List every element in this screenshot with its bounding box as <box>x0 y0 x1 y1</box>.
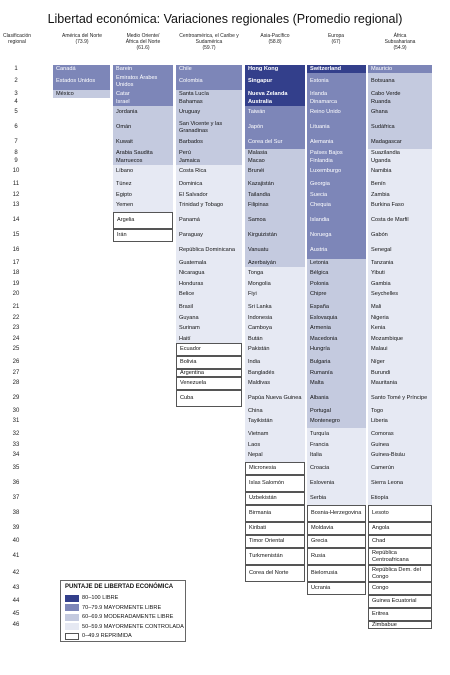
country-cell: Líbano <box>113 165 173 178</box>
country-cell: Ucrania <box>307 582 366 595</box>
country-cell: Sierra Leona <box>368 475 432 492</box>
country-cell: Colombia <box>176 73 242 90</box>
rank-number: 34 <box>12 452 20 458</box>
country-cell: Guinea <box>368 441 432 449</box>
country-cell: Irlanda <box>307 90 366 98</box>
country-cell: Argelia <box>113 212 173 229</box>
country-cell: San Vicente y las Granadinas <box>176 119 242 136</box>
country-cell: Vanuatu <box>245 242 305 259</box>
rank-number: 16 <box>12 247 20 253</box>
legend-swatch <box>65 623 79 630</box>
country-cell: Costa Rica <box>176 165 242 178</box>
rank-number: 40 <box>12 538 20 544</box>
country-cell: Jordania <box>113 106 173 119</box>
country-cell: Congo <box>368 582 432 595</box>
country-cell: Singapur <box>245 73 305 90</box>
rank-number: 22 <box>12 315 20 321</box>
country-cell: Belice <box>176 288 242 301</box>
country-cell: Egipto <box>113 191 173 199</box>
country-cell: Lesoto <box>368 505 432 522</box>
rank-number: 32 <box>12 431 20 437</box>
country-cell: Ghana <box>368 106 432 119</box>
rank-number: 33 <box>12 442 20 448</box>
rank-number: 44 <box>12 598 20 604</box>
country-cell: Polonia <box>307 280 366 288</box>
country-cell: Honduras <box>176 280 242 288</box>
country-cell: Venezuela <box>176 377 242 390</box>
country-cell: Uganda <box>368 157 432 165</box>
country-cell: Botsuana <box>368 73 432 90</box>
country-cell: Bosnia-Herzegovina <box>307 505 366 522</box>
country-cell: Santo Tomé y Príncipe <box>368 390 432 407</box>
country-cell: Guinea-Bisáu <box>368 449 432 462</box>
legend-swatch <box>65 604 79 611</box>
country-cell: Chipre <box>307 288 366 301</box>
country-cell: Cuba <box>176 390 242 407</box>
country-cell: Israel <box>113 98 173 106</box>
rank-number: 45 <box>12 611 20 617</box>
country-cell: Camboya <box>245 322 305 335</box>
country-cell: Comoras <box>368 428 432 441</box>
rank-number: 12 <box>12 192 20 198</box>
country-cell: Tanzania <box>368 259 432 267</box>
rank-number: 46 <box>12 622 20 628</box>
country-cell: China <box>245 407 305 415</box>
rank-number: 41 <box>12 553 20 559</box>
country-cell: Sudáfrica <box>368 119 432 136</box>
country-cell: Cabo Verde <box>368 90 432 98</box>
rank-number: 31 <box>12 418 20 424</box>
legend-swatch <box>65 614 79 621</box>
rank-number: 36 <box>12 480 20 486</box>
rank-number: 21 <box>12 304 20 310</box>
country-cell: Reino Unido <box>307 106 366 119</box>
country-cell: Nigeria <box>368 314 432 322</box>
country-cell: Fiyi <box>245 288 305 301</box>
country-cell: Malta <box>307 377 366 390</box>
country-cell: México <box>53 90 110 98</box>
country-cell: Mozambique <box>368 335 432 343</box>
country-cell: Luxemburgo <box>307 165 366 178</box>
legend-label: 80–100 LIBRE <box>82 595 119 601</box>
country-cell: Seychelles <box>368 288 432 301</box>
country-cell: España <box>307 301 366 314</box>
country-cell: Níger <box>368 356 432 369</box>
country-cell: Eslovenia <box>307 475 366 492</box>
country-cell: Mongolia <box>245 280 305 288</box>
country-cell: Dinamarca <box>307 98 366 106</box>
country-cell: Yemen <box>113 199 173 212</box>
rank-number: 42 <box>12 570 20 576</box>
country-cell: Italia <box>307 449 366 462</box>
country-cell: India <box>245 356 305 369</box>
rank-number: 28 <box>12 380 20 386</box>
country-cell: Yibuti <box>368 267 432 280</box>
country-cell: Gabón <box>368 229 432 242</box>
legend-item <box>65 632 132 640</box>
country-cell: Macao <box>245 157 305 165</box>
country-cell: Australia <box>245 98 305 106</box>
country-cell: El Salvador <box>176 191 242 199</box>
rank-number: 29 <box>12 395 20 401</box>
country-cell: Armenia <box>307 322 366 335</box>
country-cell: Brasil <box>176 301 242 314</box>
rank-number: 30 <box>12 408 20 414</box>
country-cell: Moldavia <box>307 522 366 535</box>
country-cell: Finlandia <box>307 157 366 165</box>
country-cell: Lituania <box>307 119 366 136</box>
country-cell: Costa de Marfil <box>368 212 432 229</box>
country-cell: Chequia <box>307 199 366 212</box>
country-cell: Kirguizistán <box>245 229 305 242</box>
country-cell: Bulgaria <box>307 356 366 369</box>
page-title: Libertad económica: Variaciones regionales (Promedio regional) <box>47 12 403 26</box>
country-cell: Bután <box>245 335 305 343</box>
rank-number: 25 <box>12 346 20 352</box>
rank-number: 26 <box>12 359 20 365</box>
country-cell: Nepal <box>245 449 305 462</box>
rank-number: 3 <box>14 91 18 97</box>
country-cell: Maldivas <box>245 377 305 390</box>
country-cell: Corea del Norte <box>245 565 305 582</box>
legend-title: PUNTAJE DE LIBERTAD ECONÓMICA <box>65 584 174 590</box>
country-cell: Senegal <box>368 242 432 259</box>
country-cell: Bahamas <box>176 98 242 106</box>
country-cell: Bélgica <box>307 267 366 280</box>
country-cell: Liberia <box>368 415 432 428</box>
country-cell: Haití <box>176 335 242 343</box>
country-cell: Francia <box>307 441 366 449</box>
country-cell: Hong Kong <box>245 65 305 73</box>
legend-swatch <box>65 633 79 640</box>
legend-swatch <box>65 595 79 602</box>
country-cell: Bolivia <box>176 356 242 369</box>
score-legend <box>60 580 186 642</box>
rank-number: 17 <box>12 260 20 266</box>
country-cell: Grecia <box>307 535 366 548</box>
rank-number: 11 <box>12 181 20 187</box>
rank-number: 10 <box>12 168 20 174</box>
legend-item <box>65 604 161 612</box>
country-cell: Benín <box>368 178 432 191</box>
legend-label: 0–49.9 REPRIMIDA <box>82 633 132 639</box>
rank-number: 14 <box>12 217 20 223</box>
country-cell: Brunéi <box>245 165 305 178</box>
country-cell: Albania <box>307 390 366 407</box>
rank-number: 9 <box>14 158 18 164</box>
legend-item <box>65 613 173 621</box>
country-cell: Mauritania <box>368 377 432 390</box>
country-cell: Noruega <box>307 229 366 242</box>
country-cell: Madagascar <box>368 136 432 149</box>
rank-number: 6 <box>14 124 18 130</box>
country-cell: Tonga <box>245 267 305 280</box>
country-cell: Eslovaquia <box>307 314 366 322</box>
rank-number: 2 <box>14 78 18 84</box>
rank-number: 39 <box>12 525 20 531</box>
country-cell: Emiratos Árabes Unidos <box>113 73 173 90</box>
country-cell: Hungría <box>307 343 366 356</box>
country-cell: Alemania <box>307 136 366 149</box>
country-cell: Mali <box>368 301 432 314</box>
region-header: Medio Oriente/ África del Norte (61.6) <box>125 33 161 51</box>
rank-number: 1 <box>14 66 18 72</box>
country-cell: Estonia <box>307 73 366 90</box>
country-cell: Turquía <box>307 428 366 441</box>
country-cell: Argentina <box>176 369 242 377</box>
country-cell: Japón <box>245 119 305 136</box>
legend-label: 60–69.9 MODERADAMENTE LIBRE <box>82 614 174 620</box>
country-cell: Jamaica <box>176 157 242 165</box>
country-cell: Gambia <box>368 280 432 288</box>
country-cell: Laos <box>245 441 305 449</box>
country-cell: Guatemala <box>176 259 242 267</box>
rank-number: 13 <box>12 202 20 208</box>
country-cell: Micronesia <box>245 462 305 475</box>
country-cell: Samoa <box>245 212 305 229</box>
country-cell: Malasia <box>245 149 305 157</box>
country-cell: Nueva Zelanda <box>245 90 305 98</box>
rank-number: 5 <box>14 109 18 115</box>
country-cell: Kazajistán <box>245 178 305 191</box>
country-cell: Suazilandia <box>368 149 432 157</box>
country-cell: Zambia <box>368 191 432 199</box>
country-cell: Chad <box>368 535 432 548</box>
rank-number: 15 <box>12 232 20 238</box>
legend-label: 70–79.9 MAYORMENTE LIBRE <box>82 604 162 611</box>
rank-number: 43 <box>12 585 20 591</box>
rank-number: 37 <box>12 495 20 501</box>
country-cell: Guyana <box>176 314 242 322</box>
rank-header: Clasificación regional <box>2 33 32 45</box>
country-cell: Tayikistán <box>245 415 305 428</box>
country-cell: Arabia Saudita <box>113 149 173 157</box>
country-cell: Túnez <box>113 178 173 191</box>
country-cell: Pakistán <box>245 343 305 356</box>
country-cell: Islas Salomón <box>245 475 305 492</box>
legend-item <box>65 594 118 602</box>
region-header: Europa (67) <box>327 33 345 45</box>
country-cell: Guinea Ecuatorial <box>368 595 432 608</box>
rank-number: 24 <box>12 336 20 342</box>
rank-number: 35 <box>12 465 20 471</box>
country-cell: Angola <box>368 522 432 535</box>
country-cell: Uzbekistán <box>245 492 305 505</box>
country-cell: Camerún <box>368 462 432 475</box>
rank-number: 4 <box>14 99 18 105</box>
country-cell: Taiwán <box>245 106 305 119</box>
country-cell: Canadá <box>53 65 110 73</box>
country-cell: Croacia <box>307 462 366 475</box>
rank-number: 7 <box>14 139 18 145</box>
country-cell: Rusia <box>307 548 366 565</box>
country-cell: Ecuador <box>176 343 242 356</box>
region-header: África Subsahariana (54.9) <box>384 33 416 51</box>
country-cell: Bangladés <box>245 369 305 377</box>
country-cell: Georgia <box>307 178 366 191</box>
country-cell: Panamá <box>176 212 242 229</box>
country-cell: Suecia <box>307 191 366 199</box>
country-cell: Kuwait <box>113 136 173 149</box>
country-cell: Malaui <box>368 343 432 356</box>
country-cell: Kiribati <box>245 522 305 535</box>
country-cell: Letonia <box>307 259 366 267</box>
country-cell: Etiopía <box>368 492 432 505</box>
country-cell: Kenia <box>368 322 432 335</box>
legend-label: 50–59.9 MAYORMENTE CONTROLADA <box>82 623 184 630</box>
country-cell: Turkmenistán <box>245 548 305 565</box>
rank-number: 18 <box>12 270 20 276</box>
country-cell: Switzerland <box>307 65 366 73</box>
country-cell: Barbados <box>176 136 242 149</box>
country-cell: Santa Lucía <box>176 90 242 98</box>
country-cell: Perú <box>176 149 242 157</box>
country-cell: Irán <box>113 229 173 242</box>
country-cell: Serbia <box>307 492 366 505</box>
rank-number: 38 <box>12 510 20 516</box>
country-cell: Eritrea <box>368 608 432 621</box>
country-cell: República Centroafricana <box>368 548 432 565</box>
country-cell: Chile <box>176 65 242 73</box>
rank-number: 20 <box>12 291 20 297</box>
country-cell: Surinam <box>176 322 242 335</box>
rank-number: 27 <box>12 370 20 376</box>
country-cell: Islandia <box>307 212 366 229</box>
country-cell: Portugal <box>307 407 366 415</box>
country-cell: Omán <box>113 119 173 136</box>
region-header: América del Norte (73.9) <box>61 33 102 45</box>
country-cell: Birmania <box>245 505 305 522</box>
country-cell: Macedonia <box>307 335 366 343</box>
country-cell: Vietnam <box>245 428 305 441</box>
country-cell: Mauricio <box>368 65 432 73</box>
country-cell: Austria <box>307 242 366 259</box>
country-cell: Papúa Nueva Guinea <box>245 390 305 407</box>
country-cell: República Dominicana <box>176 242 242 259</box>
country-cell: Burundi <box>368 369 432 377</box>
country-cell: Timor Oriental <box>245 535 305 548</box>
country-cell: Azerbaiyán <box>245 259 305 267</box>
rank-number: 19 <box>12 281 20 287</box>
country-cell: Tailandia <box>245 191 305 199</box>
country-cell: Corea del Sur <box>245 136 305 149</box>
country-cell: República Dem. del Congo <box>368 565 432 582</box>
rank-number: 8 <box>14 150 18 156</box>
country-cell: Togo <box>368 407 432 415</box>
country-cell: Montenegro <box>307 415 366 428</box>
country-cell: Ruanda <box>368 98 432 106</box>
region-header: Asia-Pacífico (58.8) <box>260 33 290 45</box>
country-cell: Zimbabue <box>368 621 432 629</box>
country-cell: Marruecos <box>113 157 173 165</box>
country-cell: Países Bajos <box>307 149 366 157</box>
country-cell: Indonesia <box>245 314 305 322</box>
country-cell: Barein <box>113 65 173 73</box>
country-cell: Catar <box>113 90 173 98</box>
country-cell: Burkina Faso <box>368 199 432 212</box>
country-cell: Namibia <box>368 165 432 178</box>
country-cell: Trinidad y Tobago <box>176 199 242 212</box>
country-cell: Uruguay <box>176 106 242 119</box>
country-cell: Bielorrusia <box>307 565 366 582</box>
country-cell: Nicaragua <box>176 267 242 280</box>
country-cell: Rumanía <box>307 369 366 377</box>
region-header: Centroamérica, el Caribe y Sudamérica (59.7) <box>179 33 239 51</box>
country-cell: Filipinas <box>245 199 305 212</box>
country-cell: Paraguay <box>176 229 242 242</box>
legend-item <box>65 623 184 631</box>
country-cell: Estados Unidos <box>53 73 110 90</box>
country-cell: Sri Lanka <box>245 301 305 314</box>
country-cell: Dominica <box>176 178 242 191</box>
rank-number: 23 <box>12 325 20 331</box>
